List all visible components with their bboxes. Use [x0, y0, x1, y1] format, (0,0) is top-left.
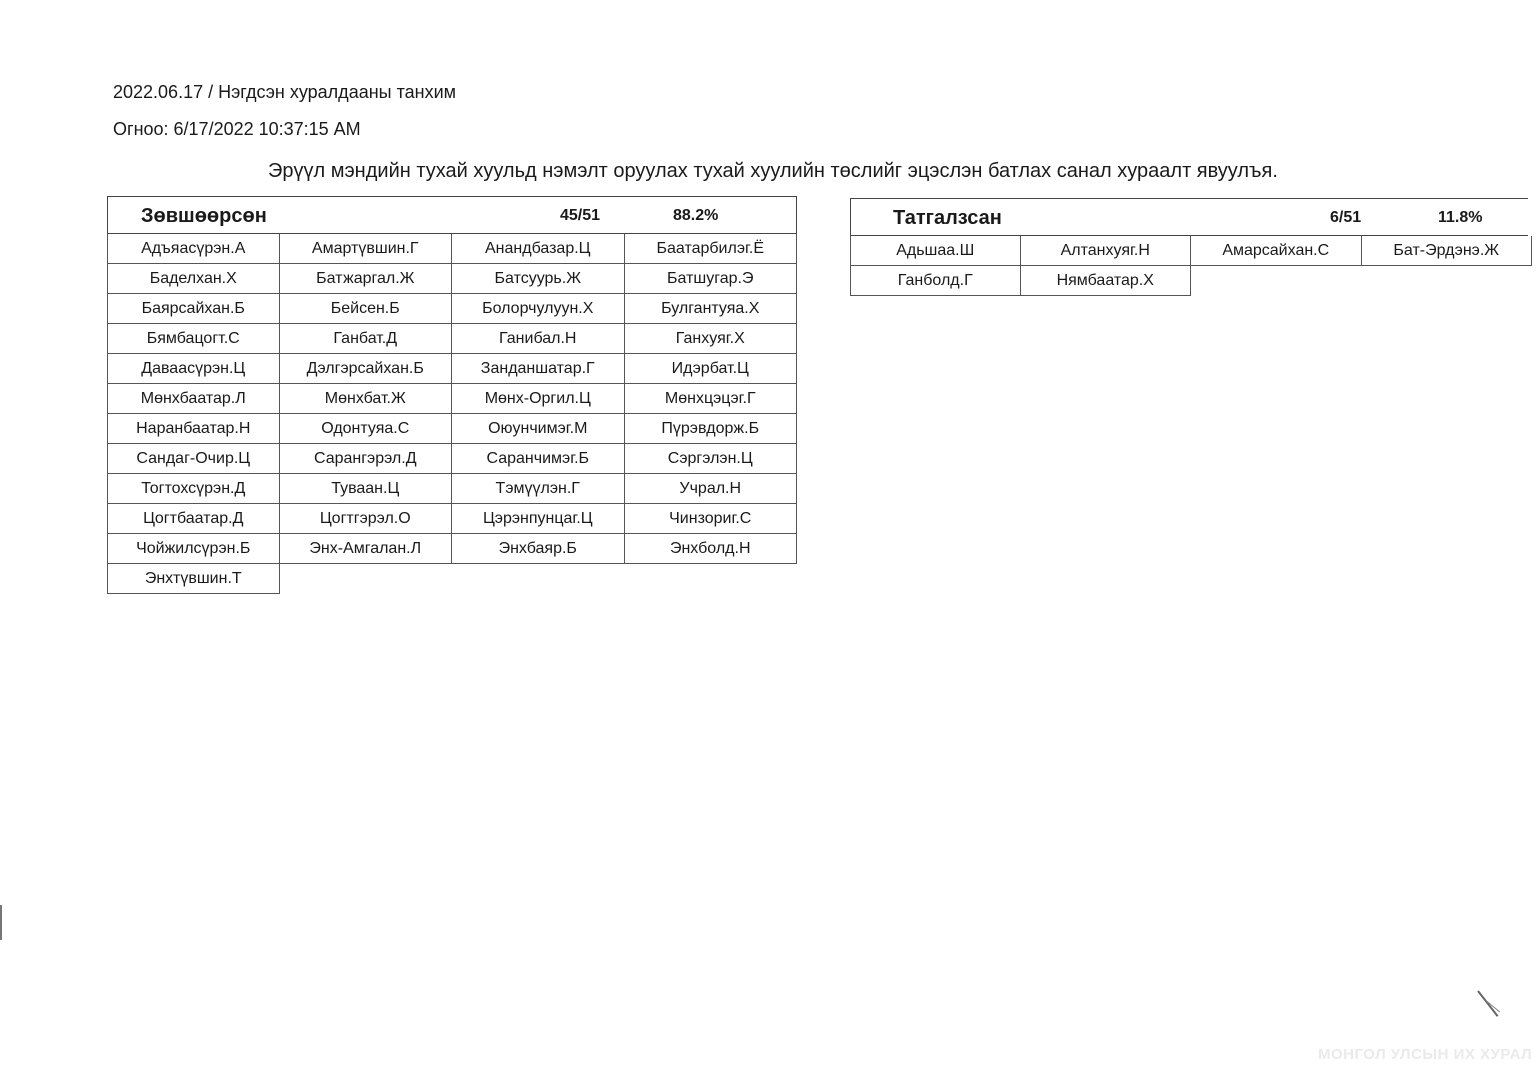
watermark: МОНГОЛ УЛСЫН ИХ ХУРАЛ	[1318, 1046, 1533, 1063]
approved-member-name: Мөнх-Оргил.Ц	[451, 384, 625, 414]
approved-member-name: Даваасүрэн.Ц	[107, 354, 280, 384]
approved-count: 45/51	[560, 207, 601, 224]
rejected-member-name: Адьшаа.Ш	[850, 236, 1021, 266]
approved-member-name: Занданшатар.Г	[451, 354, 625, 384]
approved-member-name: Учрал.Н	[624, 474, 798, 504]
approved-member-name: Амартүвшин.Г	[279, 234, 453, 264]
approved-member-name: Мөнхбаатар.Л	[107, 384, 280, 414]
approved-member-name: Энхтүвшин.Т	[107, 564, 280, 594]
rejected-names-grid	[850, 236, 1528, 296]
rejected-label: Татгалзсан	[893, 207, 1002, 229]
approved-member-name: Болорчулуун.Х	[451, 294, 625, 324]
approved-member-name: Батсуурь.Ж	[451, 264, 625, 294]
approved-member-name: Булгантуяа.Х	[624, 294, 798, 324]
approved-header	[107, 196, 797, 234]
approved-member-name: Пүрэвдорж.Б	[624, 414, 798, 444]
approved-member-name: Ганхуяг.Х	[624, 324, 798, 354]
rejected-header	[850, 198, 1528, 236]
rejected-member-name: Амарсайхан.С	[1190, 236, 1362, 266]
approved-member-name: Оюунчимэг.М	[451, 414, 625, 444]
approved-member-name: Энхболд.Н	[624, 534, 798, 564]
rejected-count: 6/51	[1330, 209, 1362, 226]
approved-member-name: Баатарбилэг.Ё	[624, 234, 798, 264]
approved-member-name: Бейсен.Б	[279, 294, 453, 324]
approved-member-name: Сэргэлэн.Ц	[624, 444, 798, 474]
rejected-member-name: Нямбаатар.Х	[1020, 266, 1192, 296]
approved-member-name: Цэрэнпунцаг.Ц	[451, 504, 625, 534]
approved-member-name: Дэлгэрсайхан.Б	[279, 354, 453, 384]
approved-member-name: Энхбаяр.Б	[451, 534, 625, 564]
date-line: Огноо: 6/17/2022 10:37:15 AM	[113, 119, 361, 139]
approved-label: Зөвшөөрсөн	[141, 205, 267, 227]
rejected-table	[850, 198, 1528, 296]
approved-member-name: Мөнхбат.Ж	[279, 384, 453, 414]
approved-member-name: Энх-Амгалан.Л	[279, 534, 453, 564]
approved-member-name: Саранчимэг.Б	[451, 444, 625, 474]
approved-member-name: Батжаргал.Ж	[279, 264, 453, 294]
approved-member-name: Цогтгэрэл.О	[279, 504, 453, 534]
approved-member-name: Ганбат.Д	[279, 324, 453, 354]
approved-table	[107, 196, 797, 594]
approved-member-name: Баделхан.Х	[107, 264, 280, 294]
approved-member-name: Одонтуяа.С	[279, 414, 453, 444]
rejected-member-name: Ганболд.Г	[850, 266, 1021, 296]
approved-names-grid	[107, 234, 797, 594]
approved-member-name: Сандаг-Очир.Ц	[107, 444, 280, 474]
approved-member-name: Батшугар.Э	[624, 264, 798, 294]
approved-member-name: Цогтбаатар.Д	[107, 504, 280, 534]
approved-member-name: Мөнхцэцэг.Г	[624, 384, 798, 414]
approved-member-name: Наранбаатар.Н	[107, 414, 280, 444]
approved-percent: 88.2%	[673, 207, 719, 224]
approved-member-name: Чинзориг.С	[624, 504, 798, 534]
scan-edge-mark	[0, 905, 2, 940]
approved-member-name: Сарангэрэл.Д	[279, 444, 453, 474]
approved-member-name: Баярсайхан.Б	[107, 294, 280, 324]
approved-member-name: Чойжилсүрэн.Б	[107, 534, 280, 564]
approved-member-name: Тогтохсүрэн.Д	[107, 474, 280, 504]
approved-member-name: Анандбазар.Ц	[451, 234, 625, 264]
approved-member-name: Туваан.Ц	[279, 474, 453, 504]
pen-mark	[1477, 990, 1498, 1016]
motion-title: Эрүүл мэндийн тухай хуульд нэмэлт оруулах тухай хуулийн төслийг эцэслэн батлах санал хураалт явуулъя.	[268, 160, 1278, 182]
approved-member-name: Бямбацогт.С	[107, 324, 280, 354]
approved-member-name: Тэмүүлэн.Г	[451, 474, 625, 504]
rejected-member-name: Алтанхуяг.Н	[1020, 236, 1192, 266]
approved-member-name: Адъяасүрэн.А	[107, 234, 280, 264]
rejected-percent: 11.8%	[1438, 209, 1483, 226]
session-line: 2022.06.17 / Нэгдсэн хуралдааны танхим	[113, 82, 457, 102]
approved-member-name: Идэрбат.Ц	[624, 354, 798, 384]
approved-member-name: Ганибал.Н	[451, 324, 625, 354]
rejected-member-name: Бат-Эрдэнэ.Ж	[1361, 236, 1533, 266]
